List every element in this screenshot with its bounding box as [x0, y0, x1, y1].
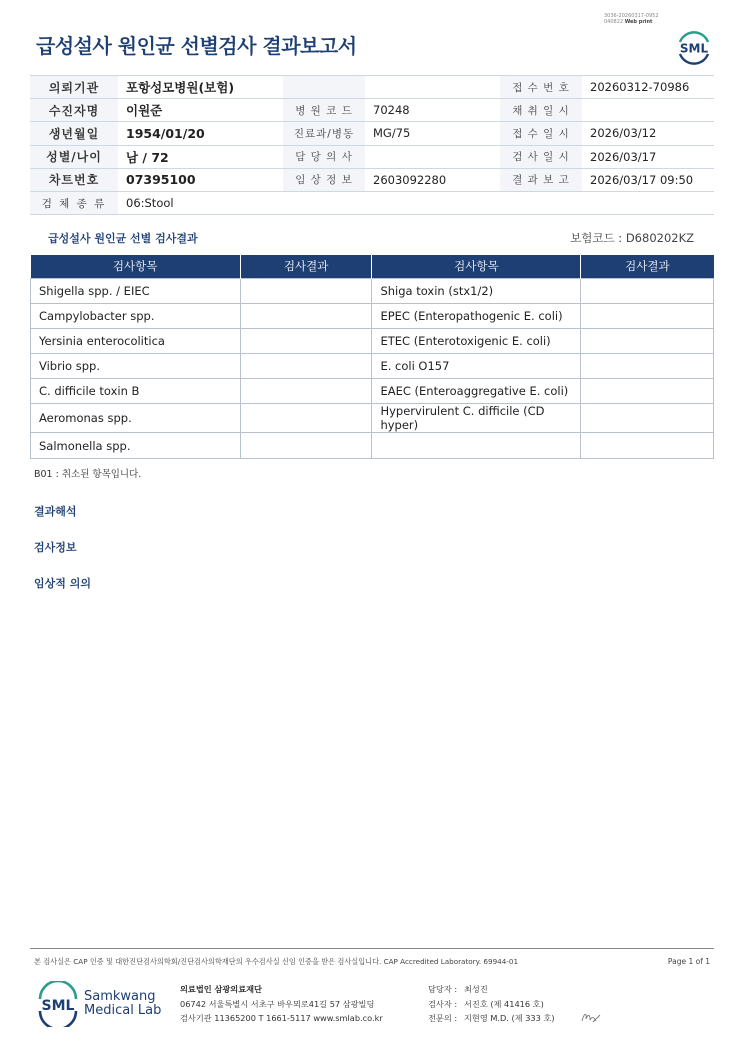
staff-info: 담당자 : 최성진 검사자 : 서진호 (제 41416 호) 전문의 : 지현영 M.D. (제 333 호)	[428, 984, 555, 1023]
test-result	[240, 328, 372, 353]
test-item: EAEC (Enteroaggregative E. coli)	[372, 379, 581, 404]
test-result	[581, 379, 714, 404]
specimen-row	[30, 191, 714, 214]
info-label: 의뢰기관	[30, 76, 118, 99]
test-result	[581, 354, 714, 379]
info-label: 성별/나이	[30, 145, 118, 168]
info-row	[30, 145, 714, 168]
document-id: 3036-20260317-0952 040822 Web print	[604, 13, 659, 25]
svg-text:SML: SML	[41, 998, 75, 1014]
info-value: 20260312-70986	[582, 76, 714, 99]
header-result-2: 검사결과	[581, 255, 714, 278]
test-item: Shigella spp. / EIEC	[31, 278, 241, 303]
header-item-2: 검사항목	[372, 255, 581, 278]
info-label: 담 당 의 사	[283, 145, 365, 168]
insurance-code: 보험코드 : D680202KZ	[570, 231, 694, 245]
results-header-row	[31, 255, 714, 278]
test-item: Aeromonas spp.	[31, 404, 241, 433]
info-row	[30, 76, 714, 99]
test-item: EPEC (Enteropathogenic E. coli)	[372, 303, 581, 328]
info-label: 진료과/병동	[283, 122, 365, 145]
footer-divider	[30, 948, 714, 949]
patient-info-table	[30, 75, 714, 215]
test-item	[372, 433, 581, 458]
report-title: 급성설사 원인균 선별검사 결과보고서	[36, 34, 357, 58]
header-item-1: 검사항목	[31, 255, 241, 278]
cancel-note: B01 : 취소된 항목입니다.	[34, 469, 142, 480]
test-result	[240, 433, 372, 458]
specimen-value: 06:Stool	[118, 191, 714, 214]
test-result	[240, 278, 372, 303]
organization-info: 의료법인 삼광의료재단 06742 서울특별시 서초구 바우뫼로41길 57 삼광빌딩 검사기관 11365200 T 1661-5117 www.smlab.co.kr	[180, 984, 383, 1023]
test-result	[581, 404, 714, 433]
info-label	[283, 76, 365, 99]
info-value: 70248	[365, 99, 500, 122]
info-value: 1954/01/20	[118, 122, 283, 145]
table-row	[31, 404, 714, 433]
info-row	[30, 99, 714, 122]
test-item: C. difficile toxin B	[31, 379, 241, 404]
section-interpretation: 결과해석	[34, 505, 77, 518]
info-value: 포항성모병원(보험)	[118, 76, 283, 99]
info-label: 생년월일	[30, 122, 118, 145]
info-row	[30, 168, 714, 191]
test-result	[581, 303, 714, 328]
info-value	[365, 145, 500, 168]
info-value: 남 / 72	[118, 145, 283, 168]
test-result	[240, 354, 372, 379]
test-result	[240, 379, 372, 404]
test-item: Campylobacter spp.	[31, 303, 241, 328]
test-result	[240, 404, 372, 433]
page-number: Page 1 of 1	[667, 957, 710, 966]
table-row	[31, 379, 714, 404]
test-item: Yersinia enterocolitica	[31, 328, 241, 353]
info-value	[582, 99, 714, 122]
info-label: 임 상 정 보	[283, 168, 365, 191]
section-title: 급성설사 원인균 선별 검사결과	[48, 232, 198, 245]
sml-footer-logo-icon	[34, 981, 82, 1027]
test-item: Shiga toxin (stx1/2)	[372, 278, 581, 303]
specimen-label: 검 체 종 류	[30, 191, 118, 214]
table-row	[31, 354, 714, 379]
cert-text: 본 검사실은 CAP 인증 및 대한진단검사의학회/진단검사의학재단의 우수검사실 신임 인증을 받은 검사실입니다. CAP Accredited Laboratory. 69944-01	[34, 957, 519, 966]
brand-name: Samkwang Medical Lab	[84, 989, 162, 1018]
info-label: 수진자명	[30, 99, 118, 122]
info-label: 검 사 일 시	[500, 145, 582, 168]
sml-logo-icon	[674, 26, 714, 66]
info-label: 병 원 코 드	[283, 99, 365, 122]
test-item: Hypervirulent C. difficile (CD hyper)	[372, 404, 581, 433]
info-value: 07395100	[118, 168, 283, 191]
section-clinical: 임상적 의의	[34, 577, 91, 590]
test-item: Vibrio spp.	[31, 354, 241, 379]
test-item: E. coli O157	[372, 354, 581, 379]
svg-text:SML: SML	[679, 41, 709, 56]
info-label: 채 취 일 시	[500, 99, 582, 122]
table-row	[31, 328, 714, 353]
info-value: 2026/03/17 09:50	[582, 168, 714, 191]
table-row	[31, 433, 714, 458]
table-row	[31, 303, 714, 328]
test-result	[581, 433, 714, 458]
test-result	[240, 303, 372, 328]
info-label: 접 수 일 시	[500, 122, 582, 145]
info-value: 2026/03/17	[582, 145, 714, 168]
header-result-1: 검사결과	[240, 255, 372, 278]
signature-icon	[580, 1010, 602, 1024]
results-table	[30, 255, 714, 459]
info-value: MG/75	[365, 122, 500, 145]
info-value: 2603092280	[365, 168, 500, 191]
section-test-info: 검사정보	[34, 541, 77, 554]
info-label: 결 과 보 고	[500, 168, 582, 191]
info-value: 이원준	[118, 99, 283, 122]
info-label: 접 수 번 호	[500, 76, 582, 99]
info-value	[365, 76, 500, 99]
test-item: ETEC (Enterotoxigenic E. coli)	[372, 328, 581, 353]
table-row	[31, 278, 714, 303]
test-result	[581, 328, 714, 353]
info-row	[30, 122, 714, 145]
test-result	[581, 278, 714, 303]
test-item: Salmonella spp.	[31, 433, 241, 458]
info-label: 차트번호	[30, 168, 118, 191]
info-value: 2026/03/12	[582, 122, 714, 145]
